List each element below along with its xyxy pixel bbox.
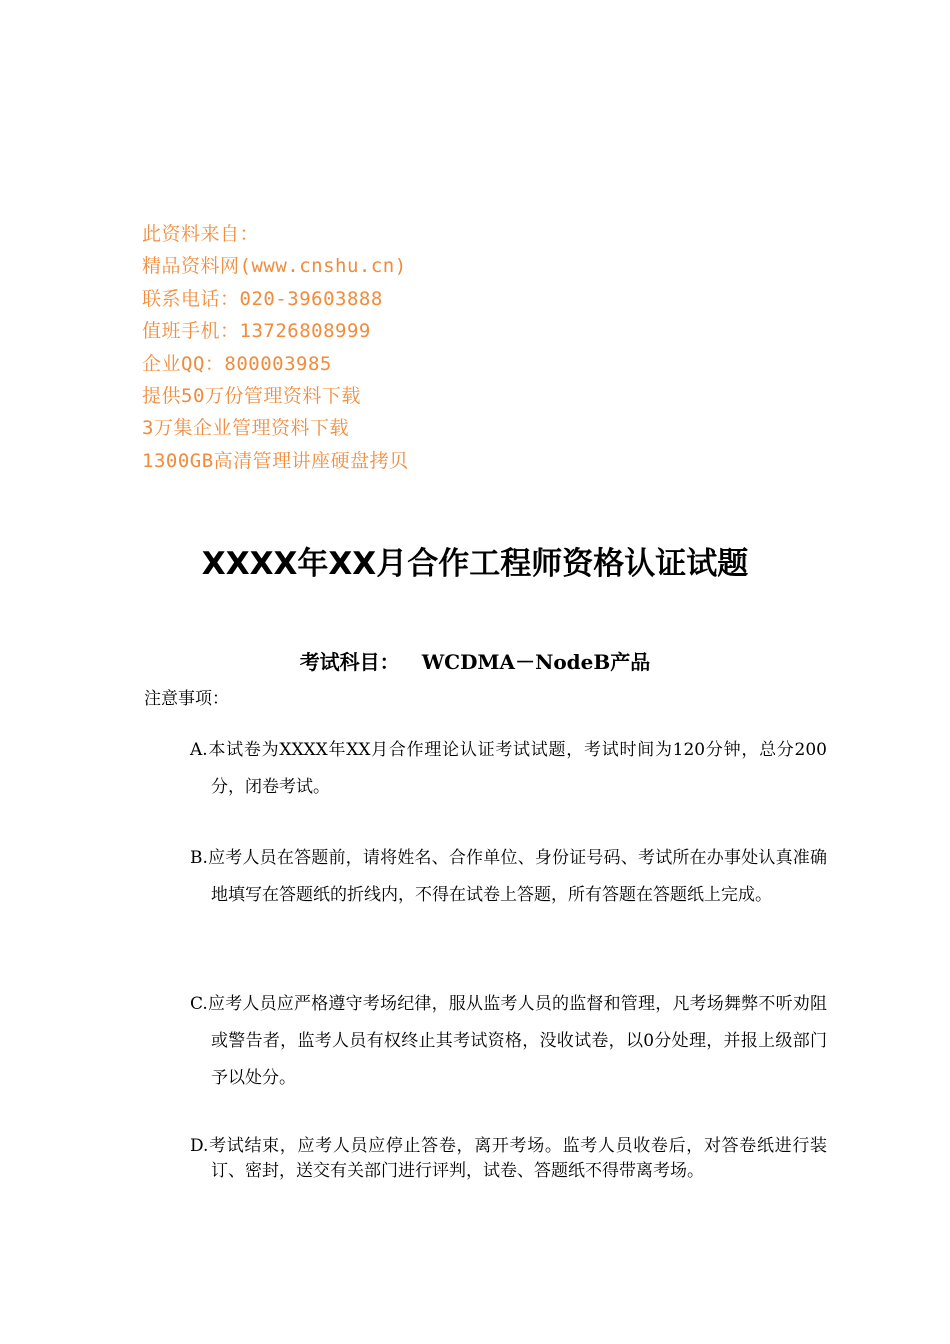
source-line-qq: 企业QQ：800003985 bbox=[142, 352, 332, 375]
source-info-block bbox=[142, 218, 642, 477]
source-line-phone: 联系电话：020-39603888 bbox=[142, 287, 383, 310]
exam-subject-label: 考试科目： bbox=[299, 650, 400, 674]
notice-heading: 注意事项： bbox=[144, 689, 229, 709]
notice-item-c: C.应考人员应严格遵守考场纪律，服从监考人员的监督和管理，凡考场舞弊不听劝阻或警告者，监考人员有权终止其考试资格，没收试卷，以0分处理，并报上级部门予以处分。 bbox=[190, 994, 827, 1088]
exam-subject bbox=[0, 646, 950, 678]
notice-item-d: D.考试结束，应考人员应停止答卷，离开考场。监考人员收卷后，对答卷纸进行装订、密封，送交有关部门进行评判，试卷、答题纸不得带离考场。 bbox=[190, 1136, 827, 1181]
exam-title: XXXX年XX月合作工程师资格认证试题 bbox=[201, 546, 749, 582]
source-line-offer-videos: 3万集企业管理资料下载 bbox=[142, 417, 349, 440]
notice-item-a: A.本试卷为XXXX年XX月合作理论认证考试试题，考试时间为120分钟，总分200分，闭卷考试。 bbox=[190, 740, 827, 797]
source-line-from: 此资料来自： bbox=[142, 223, 260, 245]
exam-subject-value: WCDMA－NodeB产品 bbox=[421, 650, 651, 674]
source-line-website: 精品资料网(www.cnshu.cn) bbox=[142, 255, 407, 278]
source-line-offer-docs: 提供50万份管理资料下载 bbox=[142, 384, 361, 407]
source-line-offer-lectures: 1300GB高清管理讲座硬盘拷贝 bbox=[142, 449, 409, 472]
notice-item-b: B.应考人员在答题前，请将姓名、合作单位、身份证号码、考试所在办事处认真准确地填写在答题纸的折线内，不得在试卷上答题，所有答题在答题纸上完成。 bbox=[190, 848, 827, 905]
source-line-mobile: 值班手机：13726808999 bbox=[142, 320, 371, 343]
